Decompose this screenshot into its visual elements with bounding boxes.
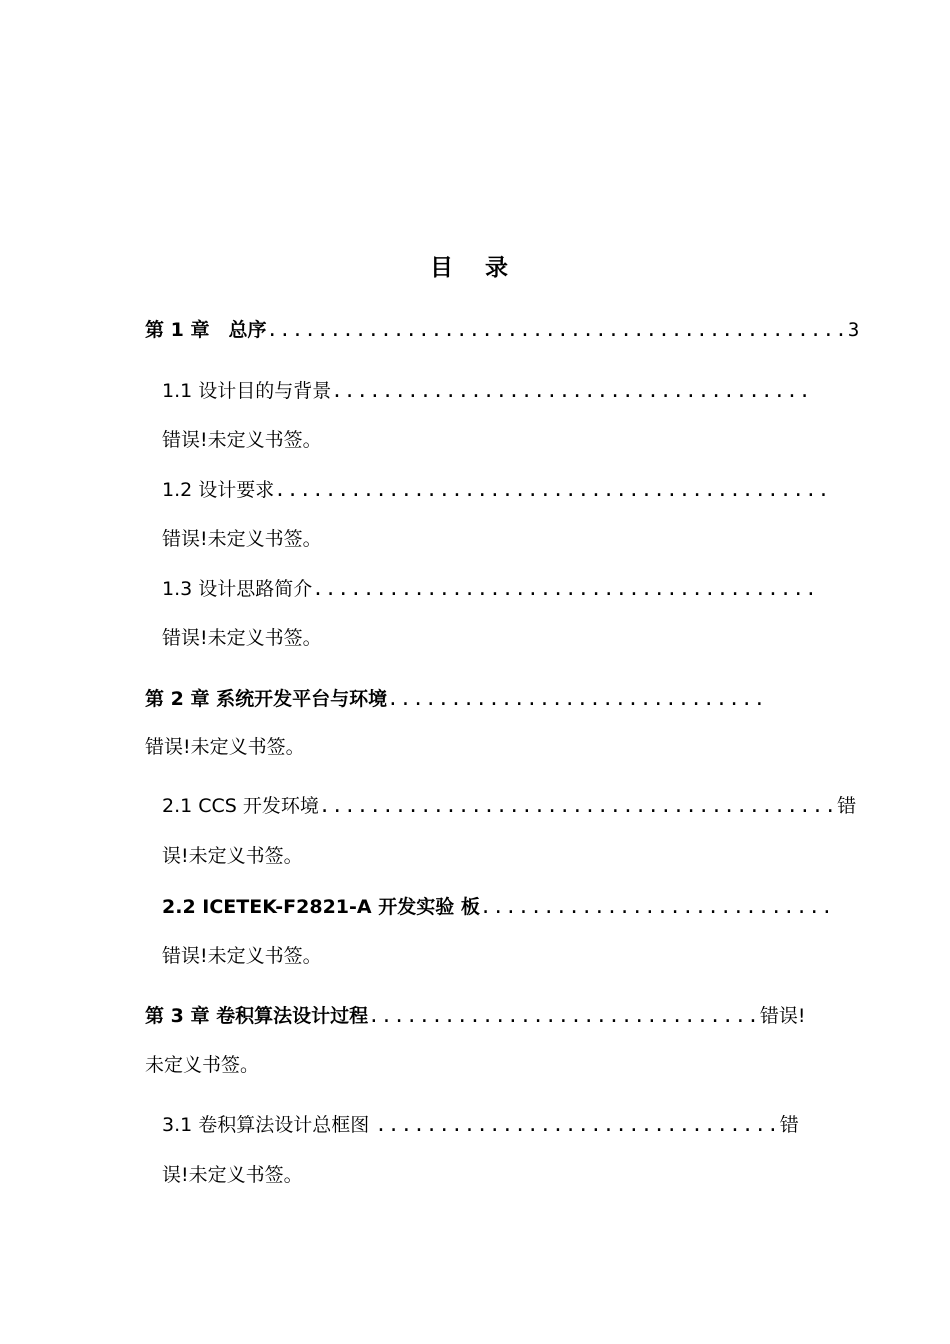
toc-page-number: 3: [847, 319, 860, 341]
toc-entry-3-1-error: 误!未定义书签。: [162, 1164, 303, 1186]
toc-entry-chapter-3-error: 未定义书签。: [145, 1054, 260, 1076]
toc-entry-1-3-error: 错误!未定义书签。: [162, 627, 322, 649]
toc-leader-dots: ......................................: [331, 380, 812, 402]
toc-entry-tail: 错误!: [759, 1005, 806, 1027]
toc-leader-dots: ...............................: [368, 1005, 760, 1027]
toc-entry-label: 1.3 设计思路简介: [162, 578, 313, 600]
toc-title: 目 录: [429, 255, 520, 281]
toc-entry-1-1-error: 错误!未定义书签。: [162, 429, 322, 451]
toc-leader-dots: ..............................: [387, 688, 767, 710]
toc-entry-1-1[interactable]: [162, 378, 812, 404]
toc-entry-3-1[interactable]: [162, 1112, 799, 1138]
toc-entry-1-2-error: 错误!未定义书签。: [162, 528, 322, 550]
toc-entry-chapter-1[interactable]: [145, 317, 859, 343]
toc-leader-dots: ................................: [375, 1114, 780, 1136]
toc-entry-label: 2.2 ICETEK-F2821-A 开发实验 板: [162, 896, 480, 918]
toc-leader-dots: ........................................: [312, 578, 818, 600]
toc-entry-2-1[interactable]: [162, 793, 856, 819]
toc-entry-chapter-3[interactable]: [145, 1003, 806, 1029]
toc-entry-2-2[interactable]: [162, 894, 834, 920]
toc-entry-chapter-2-error: 错误!未定义书签。: [145, 736, 305, 758]
toc-entry-tail: 错: [779, 1114, 799, 1136]
toc-entry-label: 2.1 CCS 开发环境: [162, 795, 319, 817]
toc-entry-label: 第 2 章 系统开发平台与环境: [145, 688, 388, 710]
toc-entry-label: 第 1 章 总序: [145, 319, 267, 341]
toc-entry-label: 3.1 卷积算法设计总框图: [162, 1114, 376, 1136]
toc-entry-chapter-2[interactable]: [145, 686, 766, 712]
toc-entry-label: 1.1 设计目的与背景: [162, 380, 332, 402]
toc-leader-dots: .........................................: [318, 795, 838, 817]
toc-entry-label: 1.2 设计要求: [162, 479, 275, 501]
toc-entry-label: 第 3 章 卷积算法设计过程: [145, 1005, 369, 1027]
toc-leader-dots: ............................................: [274, 479, 831, 501]
toc-entry-1-3[interactable]: [162, 576, 818, 602]
toc-leader-dots: ..............................................: [266, 319, 848, 341]
toc-leader-dots: ............................: [479, 896, 834, 918]
toc-entry-1-2[interactable]: [162, 477, 830, 503]
toc-entry-2-1-error: 误!未定义书签。: [162, 845, 303, 867]
toc-entry-tail: 错: [837, 795, 857, 817]
toc-entry-2-2-error: 错误!未定义书签。: [162, 945, 322, 967]
